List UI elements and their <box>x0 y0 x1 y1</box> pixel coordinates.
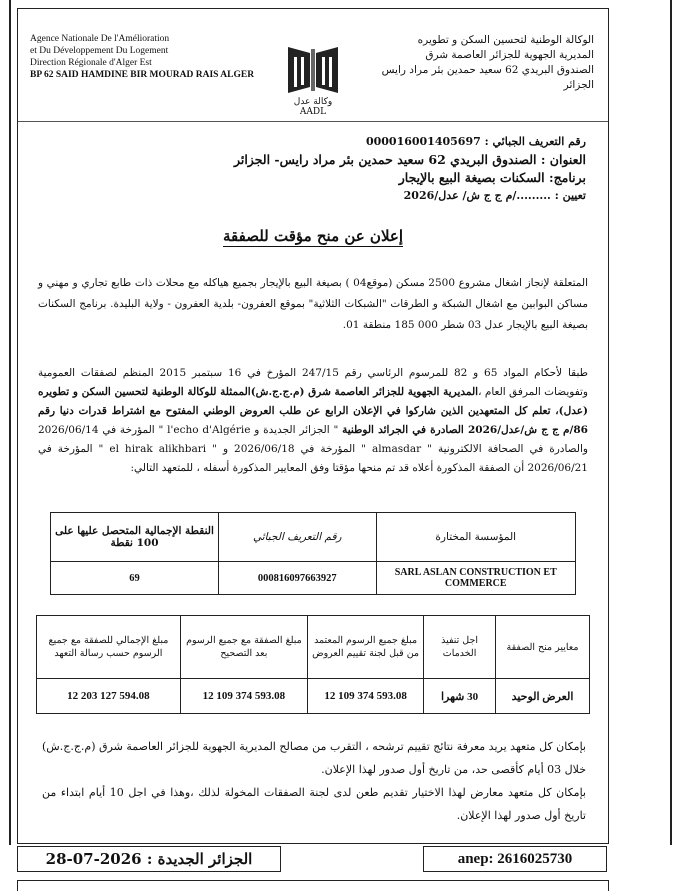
letterhead-fr-line: Direction Régionale d'Alger Est <box>30 58 152 68</box>
letterhead-fr-line: Agence Nationale De l'Amélioration <box>30 34 170 44</box>
info-block <box>234 133 586 205</box>
table-header: رقم التعريف الجبائي <box>219 513 377 562</box>
table-cell: 30 شهرا <box>424 679 496 714</box>
letterhead-ar-line: المديرية الجهوية للجزائر العاصمة شرق <box>425 49 594 61</box>
table-cell: 12 109 374 593.08 <box>308 679 424 714</box>
legal-paragraph-part: طبقا لأحكام المواد 65 و 82 للمرسوم الرئاسي رقم 247/15 المؤرخ في 16 سبتمبر 2015 المنظم لصفقات العمومية وتفويضات المرفق العام ، <box>38 367 588 398</box>
letterhead-fr-line: et Du Développement Du Logement <box>30 46 169 56</box>
table-cell: 69 <box>51 562 219 595</box>
page-edge-left <box>3 0 11 845</box>
anep-number: anep: 2616025730 <box>423 846 607 872</box>
letterhead-fr-line: BP 62 SAID HAMDINE BIR MOURAD RAIS ALGER <box>30 70 255 80</box>
legal-paragraph <box>38 364 588 478</box>
notice-line: بإمكان كل متعهد معارض لهذا الاختيار تقديم طعن لدى لجنة الصفقات المخولة لذلك ،وهذا في اجل 10 أيام ابتداء من تاريخ أول صدور لهذا الإعلان. <box>42 786 586 822</box>
criteria-table <box>36 615 590 714</box>
announcement-document <box>17 8 609 844</box>
table-header: مبلغ جميع الرسوم المعتمد من قبل لجنة تقييم العروض <box>308 616 424 679</box>
table-header: اجل تنفيذ الخدمات <box>424 616 496 679</box>
aadl-logo-icon <box>280 43 346 95</box>
notice-paragraph <box>42 735 586 827</box>
table-cell: SARL ASLAN CONSTRUCTION ET COMMERCE <box>376 562 576 595</box>
logo-caption: وكالة عدل AADL <box>293 97 333 117</box>
tax-id-line: رقم التعريف الجبائي : 000016001405697 <box>365 135 586 148</box>
reference-line: تعيين : ........./م ج ج ش/ عدل/2026 <box>403 189 586 202</box>
program-line: برنامج: السكنات بصيغة البيع بالإيجار <box>398 170 586 185</box>
table-cell: 12 109 374 593.08 <box>180 679 307 714</box>
table-cell: 000816097663927 <box>219 562 377 595</box>
table-header: مبلغ الإجمالي للصفقة مع جميع الرسوم حسب رسالة التعهد <box>37 616 181 679</box>
winner-table <box>50 512 576 595</box>
letterhead-french <box>30 33 254 81</box>
table-header: النقطة الإجمالية المتحصل عليها على 100 نقطة <box>51 513 219 562</box>
table-header: معايير منح الصفقة <box>496 616 590 679</box>
newspaper-date: الجزائر الجديدة : 2026-07-28 <box>17 846 281 872</box>
address-line: العنوان : الصندوق البريدي 62 سعيد حمدين بئر مراد رايس- الجزائر <box>233 152 586 167</box>
table-cell: العرض الوحيد <box>496 679 590 714</box>
legal-paragraph-bold: المديرية الجهوية للجزائر العاصمة شرق (م.ج.ج.ش)الممثلة للوكالة الوطنية لتحسين السكن و تطويره (عدل)، تعلم كل المتعهدين الذين شاركوا في الإعلان الرابع عن طلب العروض الوطني المفتوح مع اشتراط قدرات دنيا رقم 86/م ج ج ش/عدل/2026 الصادرة في الجرائد الوطنية <box>38 386 588 436</box>
table-header: المؤسسة المختارة <box>376 513 576 562</box>
letterhead-ar-line: الصندوق البريدي 62 سعيد حمدين بئر مراد رايس <box>381 64 594 76</box>
announcement-title: إعلان عن منح مؤقت للصفقة <box>222 227 404 245</box>
next-page-edge <box>17 880 609 891</box>
publication-footer <box>17 844 607 874</box>
table-header: مبلغ الصفقة مع جميع الرسوم بعد التصحيح <box>180 616 307 679</box>
project-paragraph: المتعلقة لإنجاز اشغال مشروع 2500 مسكن (موقع04 ) بصيغة البيع بالإيجار بجميع هياكله مع محلات ذات طابع تجاري و مهني و مساكن البوابين مع اشغال الشبكة و الطرقات "الشبكات الثلاثية" بموقع العفرون- بلدية العفرون - ولاية البليدة. برنامج السكنات بصيغة البيع بالإيجار عدل 03 شطر 000 185 منطقة 01. <box>38 277 588 331</box>
notice-line: بإمكان كل متعهد يريد معرفة نتائج تقييم ترشحه ، التقرب من مصالح المديرية الجهوية للجزائر العاصمة شرق (م.ج.ج.ش) خلال 03 أيام كأقصى حد، من تاريخ أول صدور لهذا الإعلان. <box>42 740 586 776</box>
letterhead-ar-line: الجزائر <box>563 79 594 91</box>
letterhead-ar-line: الوكالة الوطنية لتحسين السكن و تطويره <box>417 34 594 46</box>
letterhead-arabic <box>382 33 594 93</box>
page-edge-right <box>670 0 678 845</box>
legal-paragraph-part: " الجزائر الجديدة و l'echo d'Algérie " المؤرخة في 2026/06/14 والصادرة في الصحافة الالكترونية " almasdar " المؤرخة في 2026/06/18 و " el hirak alikhbari " المؤرخة في 2026/06/21 أن الصفقة المذكورة أعلاه قد تم منحها مؤقتا وفق المعايير المذكورة أسفله ، للمتعهد التالي: <box>38 424 588 474</box>
letterhead <box>18 9 608 122</box>
table-cell: 12 203 127 594.08 <box>37 679 181 714</box>
